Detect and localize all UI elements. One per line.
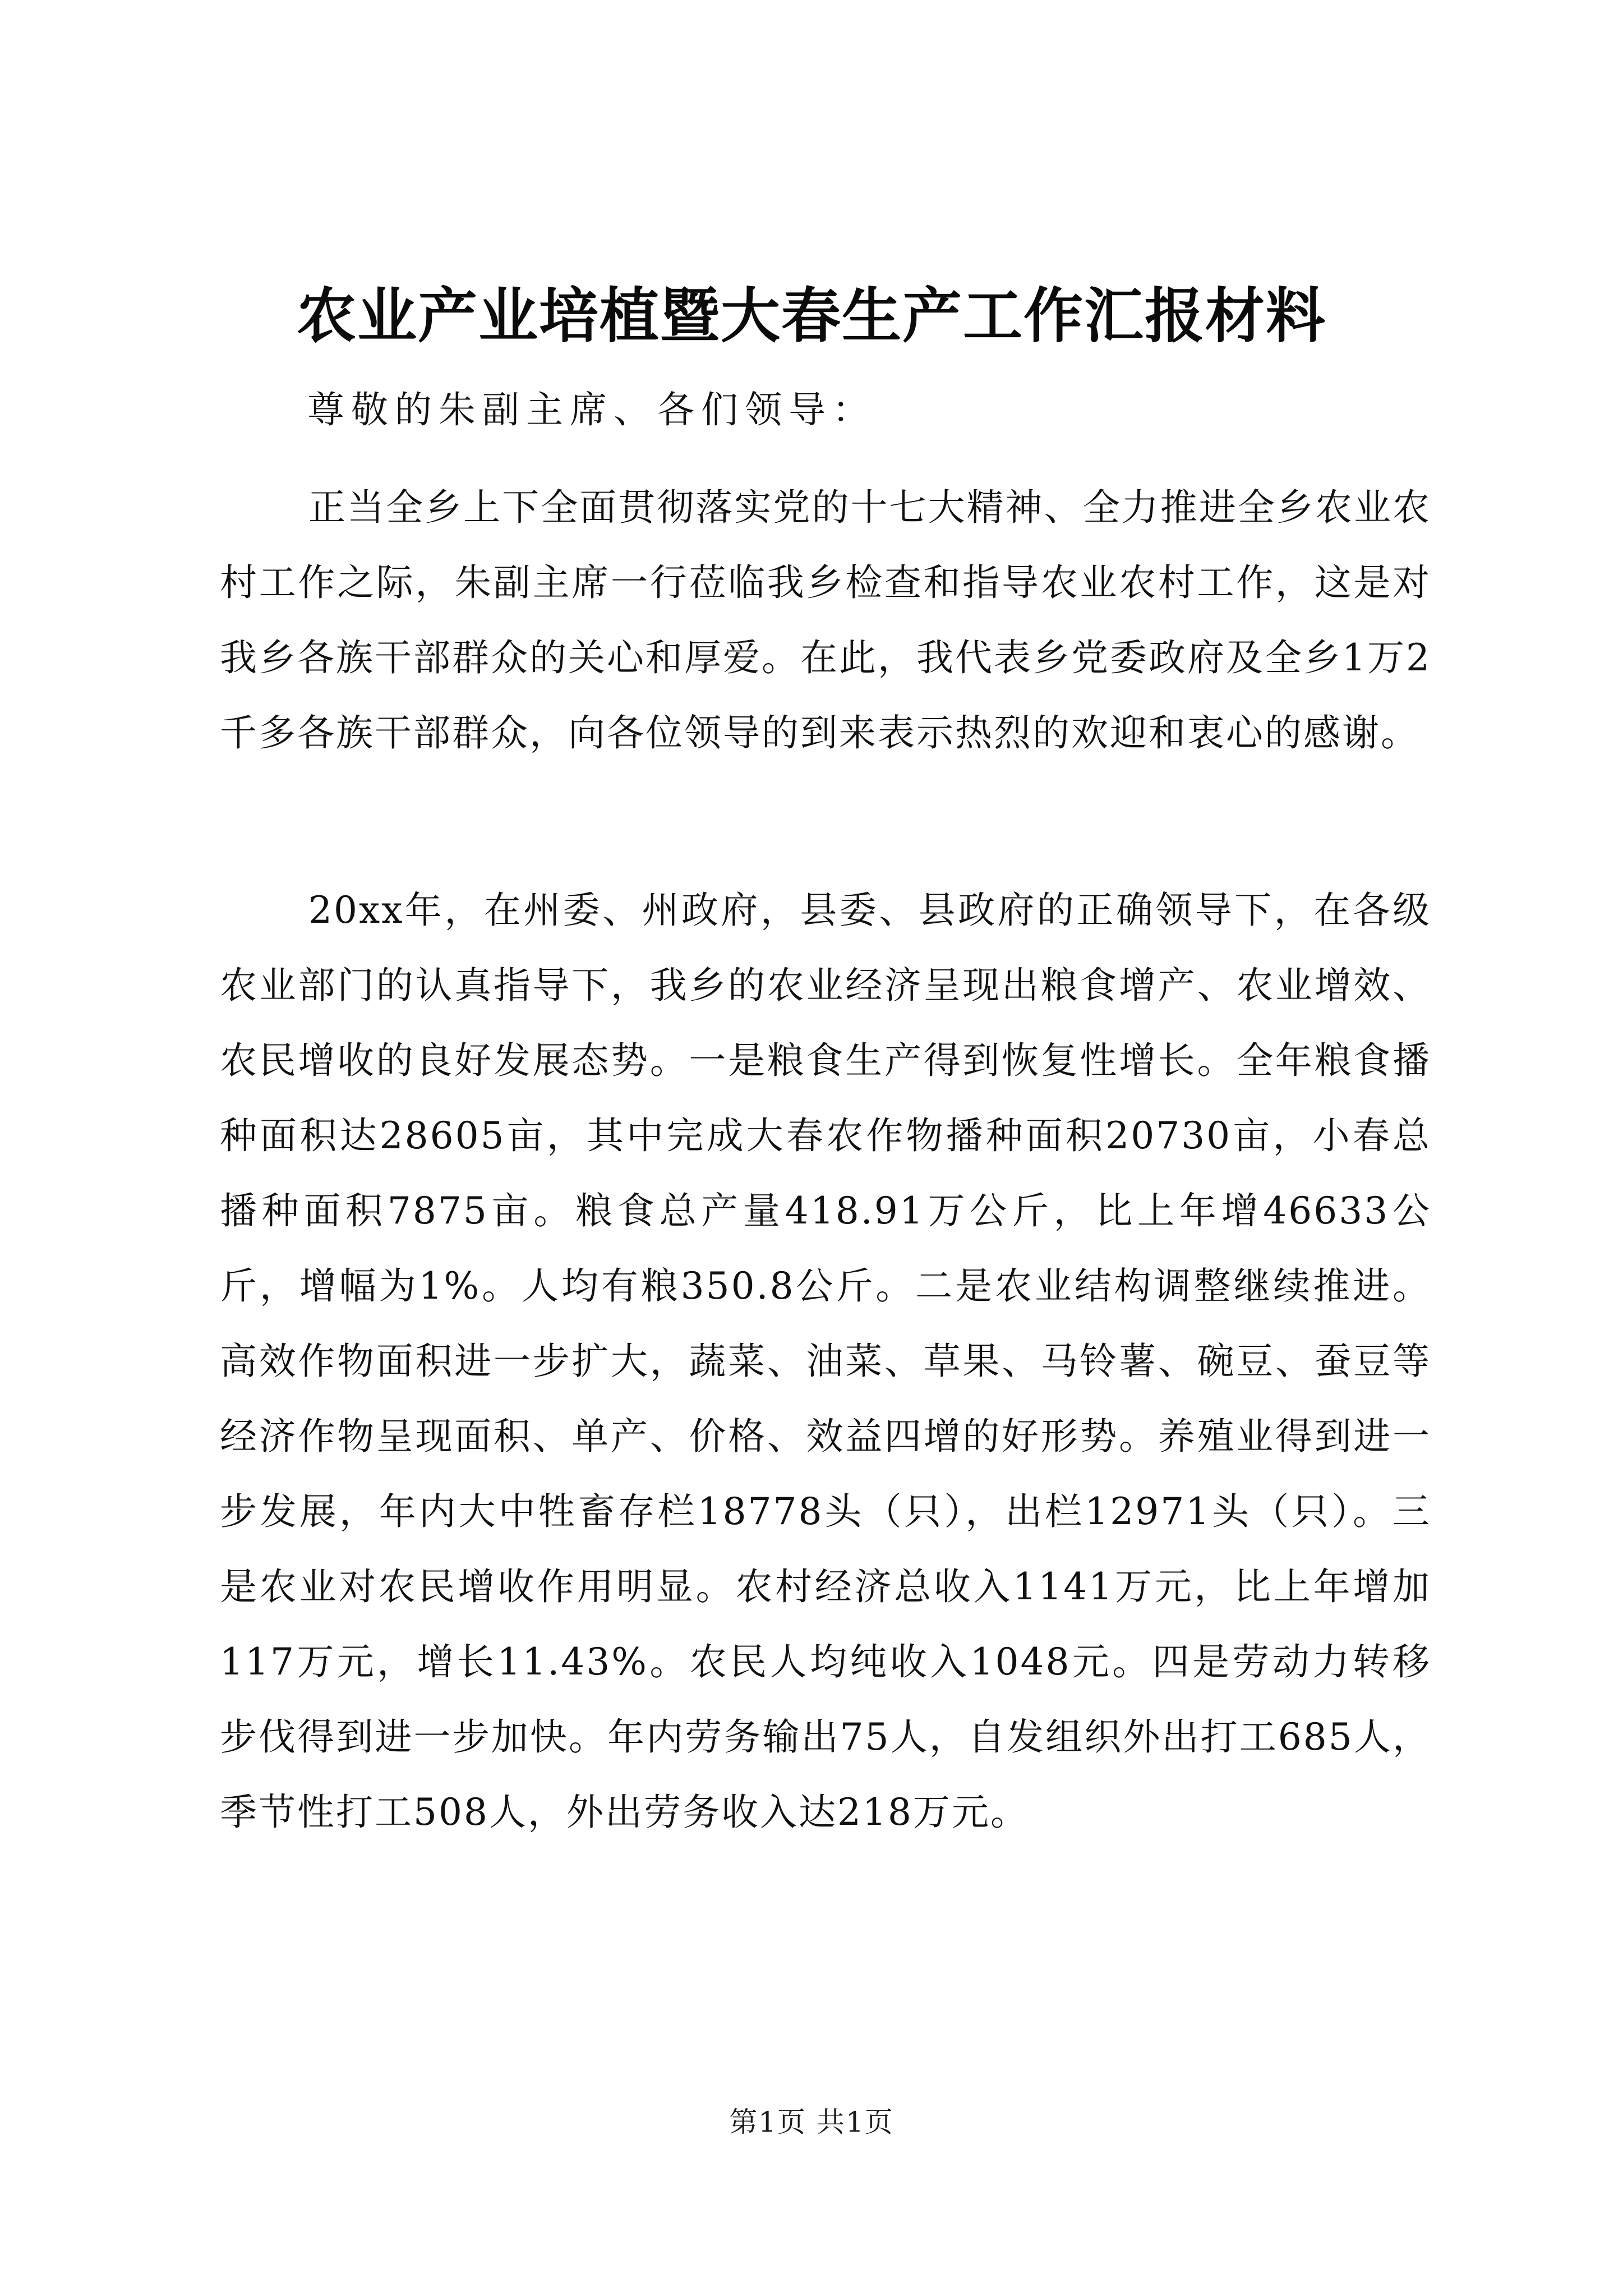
page-footer: 第1页 共1页 <box>729 2106 894 2138</box>
salutation: 尊敬的朱副主席、各们领导： <box>307 388 876 431</box>
paragraph-intro: 正当全乡上下全面贯彻落实党的十七大精神、全力推进全乡农业农村工作之际，朱副主席一行莅临我乡检查和指导农业农村工作，这是对我乡各族干部群众的关心和厚爱。在此，我代表乡党委政府及全乡1万2千多各族干部群众，向各位领导的到来表示热烈的欢迎和衷心的感谢。 <box>220 486 1431 754</box>
document-title: 农业产业培植暨大春生产工作汇报材料 <box>297 280 1326 351</box>
paragraph-report: 20xx年，在州委、州政府，县委、县政府的正确领导下，在各级农业部门的认真指导下，我乡的农业经济呈现出粮食增产、农业增效、农民增收的良好发展态势。一是粮食生产得到恢复性增长。全年粮食播种面积达28605亩，其中完成大春农作物播种面积20730亩，小春总播种面积7875亩。粮食总产量418.91万公斤，比上年增46633公斤，增幅为1%。人均有粮350.8公斤。二是农业结构调整继续推进。高效作物面积进一步扩大，蔬菜、油菜、草果、马铃薯、碗豆、蚕豆等经济作物呈现面积、单产、价格、效益四增的好形势。养殖业得到进一步发展，年内大中牲畜存栏18778头（只），出栏12971头（只）。三是农业对农民增收作用明显。农村经济总收入1141万元，比上年增加117万元，增长11.43%。农民人均纯收入1048元。四是劳动力转移步伐得到进一步加快。年内劳务输出75人，自发组织外出打工685人，季节性打工508人，外出劳务收入达218万元。 <box>220 889 1431 1834</box>
